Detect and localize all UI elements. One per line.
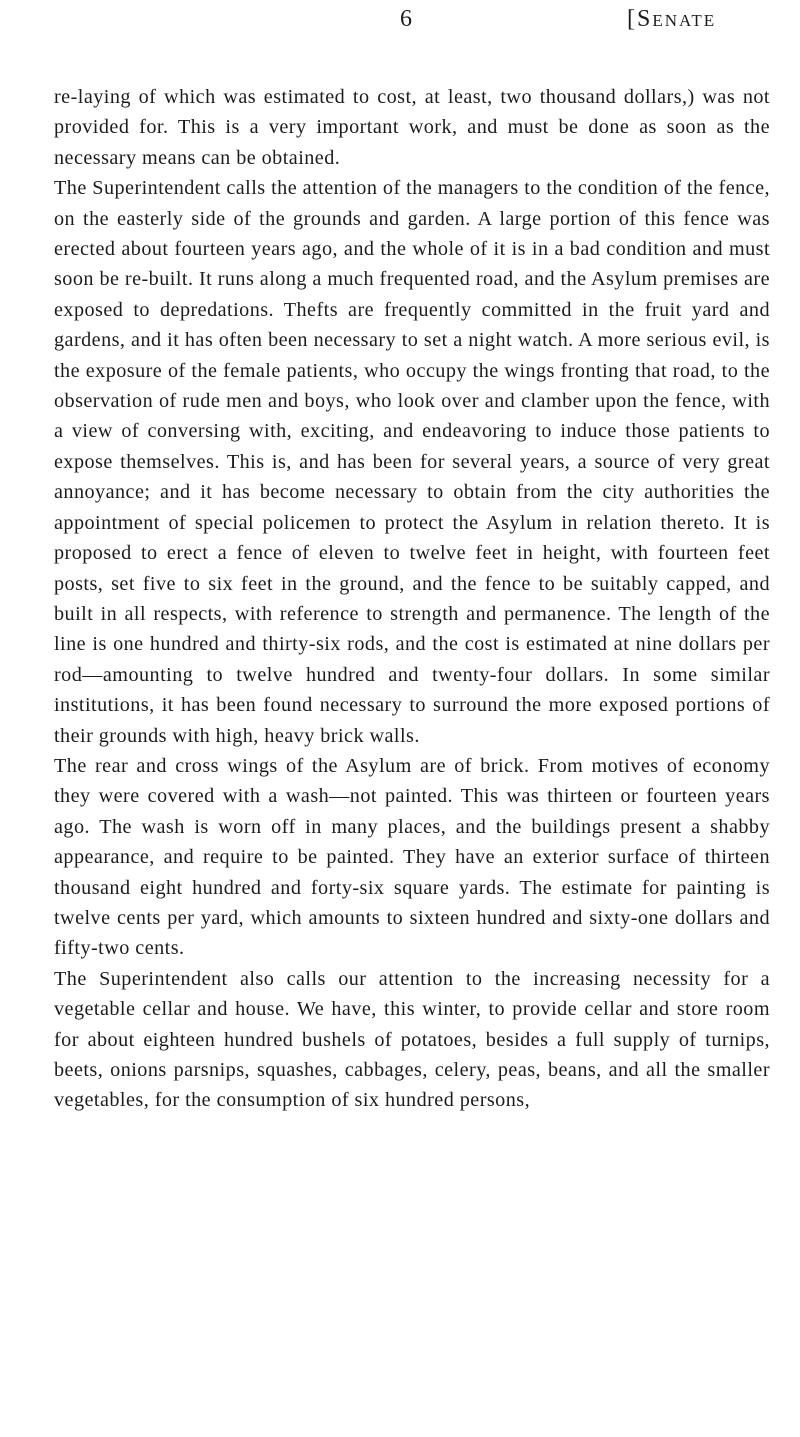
section-label: [Senate [627, 6, 717, 32]
page-number: 6 [400, 6, 413, 32]
paragraph-fence: The Superintendent calls the attention of the managers to the condition of the fence, on the easterly side of the grounds and garden. A large portion of this fence was erected about fourteen years ago, and the whole of it is in a bad condition and must soon be re-built. It runs along a much frequented road, and the Asylum premises are exposed to depredations. Thefts are frequently committed in the fruit yard and gardens, and it has often been necessary to set a night watch. A more serious evil, is the exposure of the female patients, who occupy the wings fronting that road, to the observation of rude men and boys, who look over and clamber upon the fence, with a view of conversing with, exciting, and endeavoring to induce those patients to expose themselves. This is, and has been for several years, a source of very great annoyance; and it has become necessary to obtain from the city authorities the appointment of special policemen to protect the Asylum in relation thereto. It is proposed to erect a fence of eleven to twelve feet in height, with fourteen feet posts, set five to six feet in the ground, and the fence to be suitably capped, and built in all respects, with reference to strength and permanence. The length of the line is one hundred and thirty-six rods, and the cost is estimated at nine dollars per rod—amounting to twelve hundred and twenty-four dollars. In some similar institutions, it has been found necessary to surround the more exposed portions of their grounds with high, heavy brick walls. [54, 177, 770, 747]
body-text [54, 82, 770, 1116]
running-head [0, 6, 800, 46]
paragraph-vegetable-cellar: The Superintendent also calls our attention to the increasing necessity for a vegetable cellar and house. We have, this winter, to provide cellar and store room for about eighteen hundred bushels of potatoes, besides a full supply of turnips, beets, onions parsnips, squashes, cabbages, celery, peas, beans, and all the smaller vegetables, for the consumption of six hundred persons, [54, 967, 770, 1112]
paragraph-painting: The rear and cross wings of the Asylum are of brick. From motives of economy they were covered with a wash—not painted. This was thirteen or fourteen years ago. The wash is worn off in many places, and the buildings present a shabby appearance, and require to be painted. They have an exterior surface of thirteen thousand eight hundred and forty-six square yards. The estimate for painting is twelve cents per yard, which amounts to sixteen hundred and sixty-one dollars and fifty-two cents. [54, 754, 770, 960]
paragraph-continuation: re-laying of which was estimated to cost, at least, two thousand dollars,) was not provided for. This is a very important work, and must be done as soon as the necessary means can be obtained. [54, 86, 770, 169]
